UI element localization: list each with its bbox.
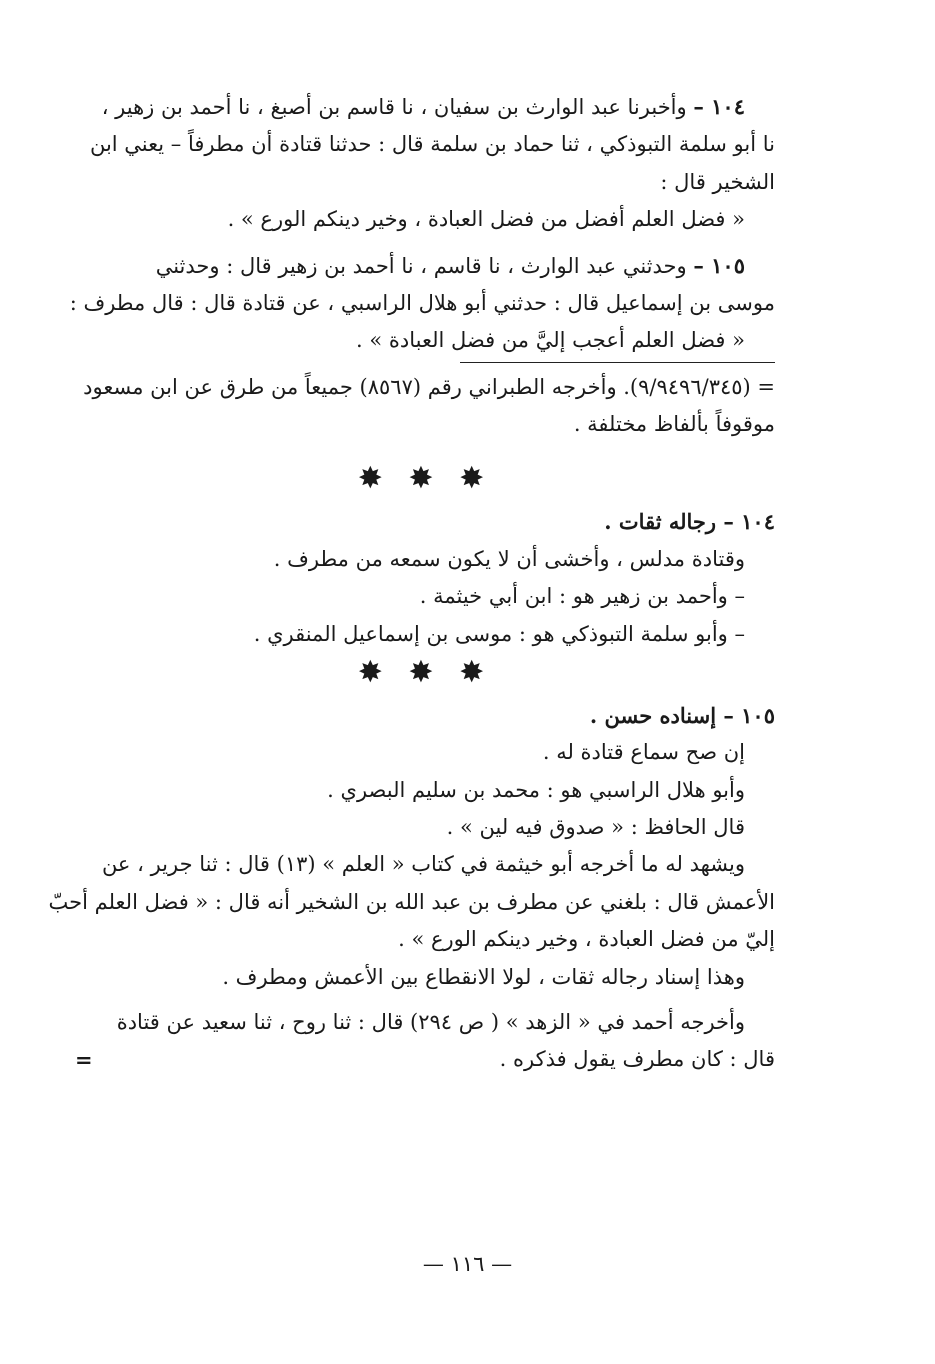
note-105-line4: ويشهد له ما أخرجه أبو خيثمة في كتاب « العلم » (١٣) قال : ثنا جرير ، عن <box>101 852 745 877</box>
note-105 <box>48 697 775 996</box>
note-105-line7: وهذا إسناد رجاله ثقات ، لولا الانقطاع بين الأعمش ومطرف . <box>222 964 745 989</box>
note-105-line2: وأبو هلال الراسبي هو : محمد بن سليم البصري . <box>327 777 745 802</box>
note-105-ahmad <box>75 1004 775 1079</box>
note-104-line1: وقتادة مدلس ، وأخشى أن لا يكون سمعه من مطرف . <box>273 546 745 571</box>
footnote-continuation <box>75 369 775 444</box>
footnote-line2: موقوفاً بألفاظ مختلفة . <box>573 412 775 436</box>
note-105-line9: قال : كان مطرف يقول فذكره . <box>499 1047 775 1072</box>
hadith-105-number: ١٠٥ – <box>693 252 745 278</box>
note-104-line2: – وأحمد بن زهير هو : ابن أبي خيثمة . <box>419 584 745 609</box>
hadith-104-line2: نا أبو سلمة التبوذكي ، ثنا حماد بن سلمة قال : حدثنا قتادة أن مطرفاً – يعني ابن <box>89 132 775 157</box>
hadith-104 <box>75 88 775 239</box>
continuation-mark: = <box>75 1047 93 1073</box>
note-104-line3: – وأبو سلمة التبوذكي هو : موسى بن إسماعيل المنقري . <box>253 621 745 646</box>
footnote-line1: = (٩/٩٤٩٦/٣٤٥). وأخرجه الطبراني رقم (٨٥٦٧) جميعاً من طرق عن ابن مسعود <box>83 374 775 399</box>
hadith-105-line1: وحدثني عبد الوارث ، نا قاسم ، نا أحمد بن زهير قال : وحدثني <box>155 253 687 278</box>
hadith-105-line2: موسى بن إسماعيل قال : حدثني أبو هلال الراسبي ، عن قتادة قال : قال مطرف : <box>69 290 775 315</box>
note-105-line5: الأعمش قال : بلغني عن مطرف بن عبد الله بن الشخير أنه قال : « فضل العلم أحبّ <box>48 889 775 914</box>
note-105-line8: وأخرجه أحمد في « الزهد » ( ص ٢٩٤) قال : ثنا روح ، ثنا سعيد عن قتادة <box>116 1009 745 1034</box>
hadith-105 <box>69 247 775 360</box>
footnote-separator <box>460 362 775 363</box>
note-105-number: ١٠٥ – <box>723 702 775 728</box>
note-104-number: ١٠٤ – <box>723 509 775 535</box>
page-number: — ١١٦ — <box>422 1252 513 1276</box>
hadith-104-line1: وأخبرنا عبد الوارث بن سفيان ، نا قاسم بن أصبغ ، نا أحمد بن زهير ، <box>101 95 687 119</box>
note-104 <box>75 503 775 653</box>
section-divider-stars: ✸ ✸ ✸ <box>357 461 493 497</box>
note-105-line1: إن صح سماع قتادة له . <box>542 740 745 765</box>
note-105-line3: قال الحافظ : « صدوق فيه لين » . <box>446 815 745 839</box>
section-divider-stars-2: ✸ ✸ ✸ <box>357 654 493 690</box>
note-104-title: رجاله ثقات . <box>604 509 717 535</box>
note-105-title: إسناده حسن . <box>589 702 717 728</box>
hadith-104-quote: « فضل العلم أفضل من فضل العبادة ، وخير دينكم الورع » . <box>227 207 745 232</box>
hadith-104-number: ١٠٤ – <box>693 94 745 119</box>
hadith-104-line3: الشخير قال : <box>660 169 775 194</box>
note-105-line6: إليّ من فضل العبادة ، وخير دينكم الورع » . <box>398 927 775 952</box>
hadith-105-quote: « فضل العلم أعجب إليَّ من فضل العبادة » . <box>355 328 745 353</box>
page-body <box>48 88 775 1079</box>
